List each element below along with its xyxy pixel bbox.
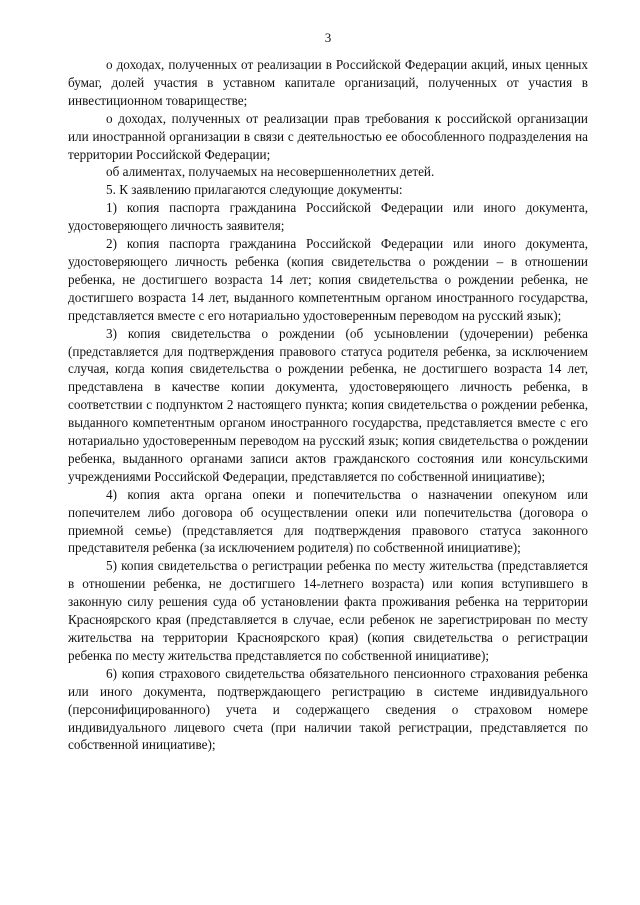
paragraph-income-securities: о доходах, полученных от реализации в Российской Федерации акций, иных ценных бумаг, долей участия в уставном капитале организаций, полученных от участия в инвестиционном товариществе; [68, 57, 588, 108]
list-item-2: 2) копия паспорта гражданина Российской Федерации или иного документа, удостоверяющего личность ребенка (копия свидетельства о рождении – в отношении ребенка, не достигшего возраста 14 лет; копия свидетельства о рождении ребенка, не достигшего возраста 14 лет, выданного компетентным органом иностранного государства, представляется вместе с его нотариально удостоверенным переводом на русский язык); [68, 236, 588, 323]
paragraph-alimony: об алиментах, получаемых на несовершеннолетних детей. [106, 164, 435, 180]
paragraph-income-claims: о доходах, полученных от реализации прав требования к российской организации или иностранной организации в связи с деятельностью ее обособленного подразделения на территории Российской Федерации; [68, 110, 588, 162]
list-item-1: 1) копия паспорта гражданина Российской Федерации или иного документа, удостоверяющего личность заявителя; [68, 200, 588, 234]
list-item-5: 5) копия свидетельства о регистрации ребенка по месту жительства (представляется в отношении ребенка, не достигшего 14-летнего возраста) или копия вступившего в законную силу решения суда об установлении факта проживания ребенка на территории Красноярского края (представляется в случае, если ребенок не зарегистрирован по месту жительства на территории Красноярского края) (копия свидетельства о регистрации ребенка по месту жительства представляется по собственной инициативе); [68, 558, 588, 663]
page-number: 3 [324, 30, 332, 45]
list-item-4: 4) копия акта органа опеки и попечительства о назначении опекуном или попечителем либо договора об осуществлении опеки или попечительства (договора о приемной семье) (представляется для подтверждения правового статуса законного представителя ребенка (за исключением родителя) по собственной инициативе); [68, 486, 588, 556]
list-item-6: 6) копия страхового свидетельства обязательного пенсионного страхования ребенка или иного документа, подтверждающего регистрацию в системе индивидуального (персонифицированного) учета и содержащего сведения о страховом номере индивидуального лицевого счета (при наличии такой регистрации, представляется по собственной инициативе); [68, 665, 588, 753]
paragraph-documents-heading: 5. К заявлению прилагаются следующие документы: [106, 182, 403, 198]
list-item-3: 3) копия свидетельства о рождении (об усыновлении (удочерении) ребенка (представляется для подтверждения правового статуса родителя ребенка, за исключением случая, когда копия свидетельства о рождении ребенка, не достигшего возраста 14 лет, представлена в качестве копии документа, удостоверяющего личность ребенка, в соответствии с подпунктом 2 настоящего пункта; копия свидетельства о рождении ребенка, выданного компетентным органом иностранного государства, представляется вместе с его нотариально удостоверенным переводом на русский язык; копия свидетельства о рождении ребенка, выданного органами записи актов гражданского состояния или консульскими учреждениями Российской Федерации, представляется по собственной инициативе); [68, 325, 588, 484]
